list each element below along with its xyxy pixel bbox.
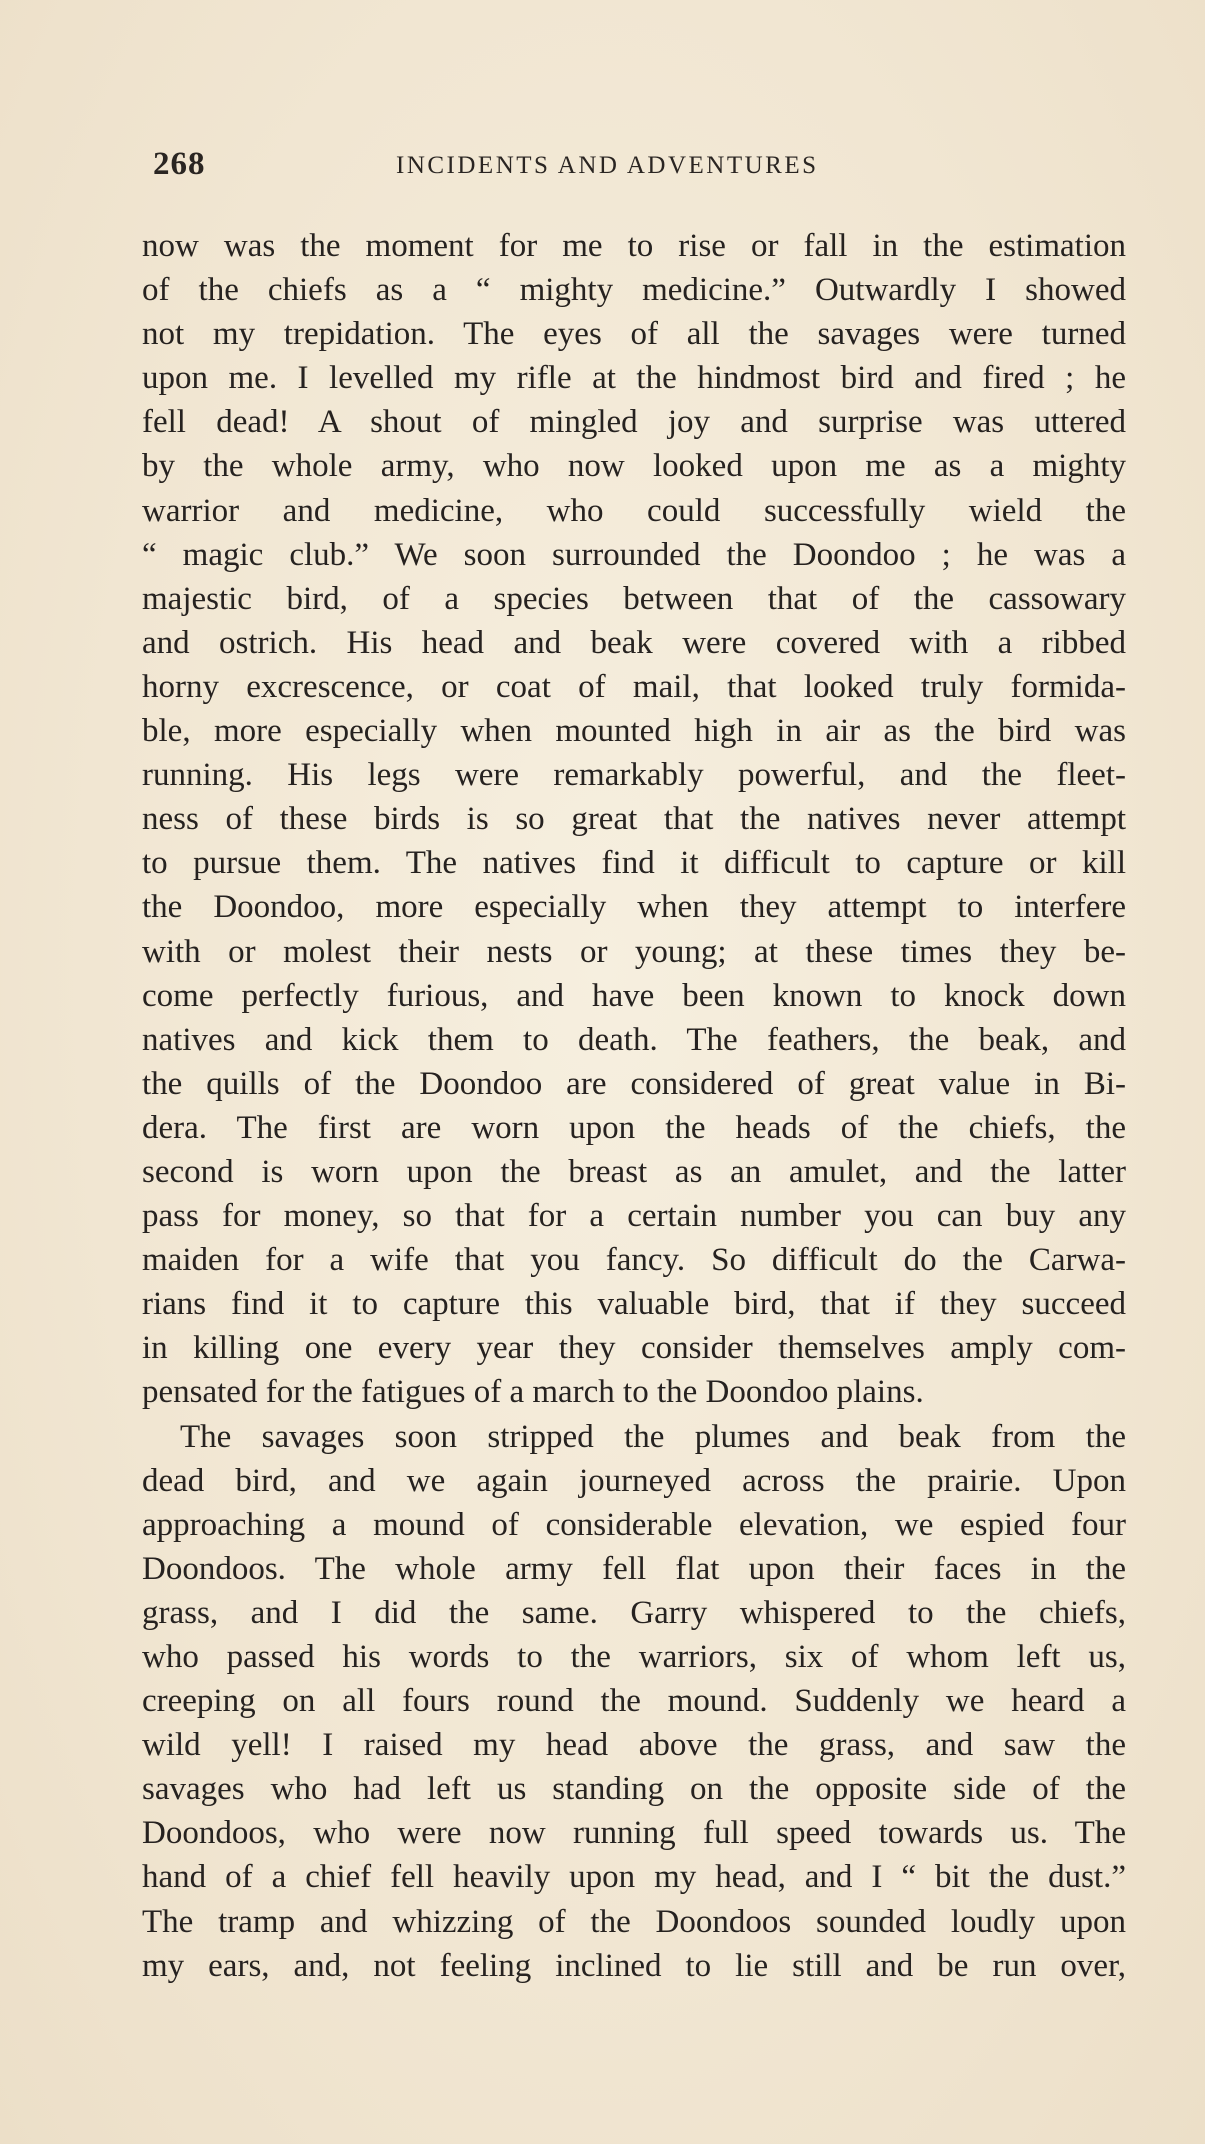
text-line: creeping on all fours round the mound. Suddenly we heard a bbox=[142, 1683, 1126, 1720]
text-line: with or molest their nests or young; at these times they be- bbox=[142, 933, 1126, 970]
text-line: Doondoos. The whole army fell flat upon their faces in the bbox=[142, 1550, 1126, 1587]
text-line: ness of these birds is so great that the natives never attempt bbox=[142, 801, 1126, 838]
text-line: in killing one every year they consider themselves amply com- bbox=[142, 1330, 1126, 1367]
text-line: fell dead! A shout of mingled joy and surprise was uttered bbox=[142, 404, 1126, 441]
text-line: the quills of the Doondoo are considered of great value in Bi- bbox=[142, 1065, 1126, 1102]
body-text bbox=[142, 224, 1126, 1988]
text-line: savages who had left us standing on the opposite side of the bbox=[142, 1771, 1126, 1808]
text-line: who passed his words to the warriors, six of whom left us, bbox=[142, 1639, 1126, 1675]
text-line: pass for money, so that for a certain number you can buy any bbox=[142, 1198, 1126, 1235]
text-line: ble, more especially when mounted high in air as the bird was bbox=[142, 713, 1126, 750]
text-line: come perfectly furious, and have been known to knock down bbox=[142, 977, 1126, 1014]
text-line: upon me. I levelled my rifle at the hindmost bird and fired ; he bbox=[142, 360, 1126, 397]
text-line: my ears, and, not feeling inclined to lie still and be run over, bbox=[142, 1947, 1126, 1984]
paragraph-first-line: The savages soon stripped the plumes and beak from the bbox=[180, 1418, 1126, 1455]
text-line: horny excrescence, or coat of mail, that looked truly formida- bbox=[142, 668, 1126, 705]
text-line: and ostrich. His head and beak were covered with a ribbed bbox=[142, 624, 1126, 661]
text-line: The tramp and whizzing of the Doondoos sounded loudly upon bbox=[142, 1903, 1126, 1940]
text-line: not my trepidation. The eyes of all the savages were turned bbox=[142, 316, 1126, 353]
text-line: approaching a mound of considerable elevation, we espied four bbox=[142, 1506, 1126, 1543]
text-line: wild yell! I raised my head above the grass, and saw the bbox=[142, 1727, 1126, 1764]
page-number: 268 bbox=[153, 146, 206, 182]
text-line: running. His legs were remarkably powerful, and the fleet- bbox=[142, 757, 1126, 794]
text-line: dead bird, and we again journeyed across the prairie. Upon bbox=[142, 1462, 1126, 1499]
text-line: of the chiefs as a “ mighty medicine.” Outwardly I showed bbox=[142, 272, 1126, 309]
text-line: dera. The first are worn upon the heads of the chiefs, the bbox=[142, 1109, 1126, 1146]
running-head: INCIDENTS AND ADVENTURES bbox=[396, 152, 819, 179]
text-line: “ magic club.” We soon surrounded the Doondoo ; he was a bbox=[142, 536, 1126, 573]
text-line: now was the moment for me to rise or fall in the estimation bbox=[142, 228, 1126, 264]
text-line: warrior and medicine, who could successfully wield the bbox=[142, 492, 1126, 529]
text-line: the Doondoo, more especially when they attempt to interfere bbox=[142, 889, 1126, 926]
paragraph-last-line: pensated for the fatigues of a march to the Doondoo plains. bbox=[142, 1374, 924, 1411]
text-line: by the whole army, who now looked upon me as a mighty bbox=[142, 448, 1126, 485]
text-line: majestic bird, of a species between that of the cassowary bbox=[142, 580, 1126, 617]
text-line: natives and kick them to death. The feathers, the beak, and bbox=[142, 1021, 1126, 1058]
text-line: second is worn upon the breast as an amulet, and the latter bbox=[142, 1153, 1126, 1190]
text-line: maiden for a wife that you fancy. So difficult do the Carwa- bbox=[142, 1242, 1126, 1279]
text-line: to pursue them. The natives find it difficult to capture or kill bbox=[142, 845, 1126, 882]
text-line: rians find it to capture this valuable bird, that if they succeed bbox=[142, 1286, 1126, 1323]
text-line: grass, and I did the same. Garry whispered to the chiefs, bbox=[142, 1594, 1126, 1631]
text-line: hand of a chief fell heavily upon my head, and I “ bit the dust.” bbox=[142, 1859, 1126, 1896]
text-line: Doondoos, who were now running full speed towards us. The bbox=[142, 1815, 1126, 1852]
page-header bbox=[153, 146, 893, 186]
